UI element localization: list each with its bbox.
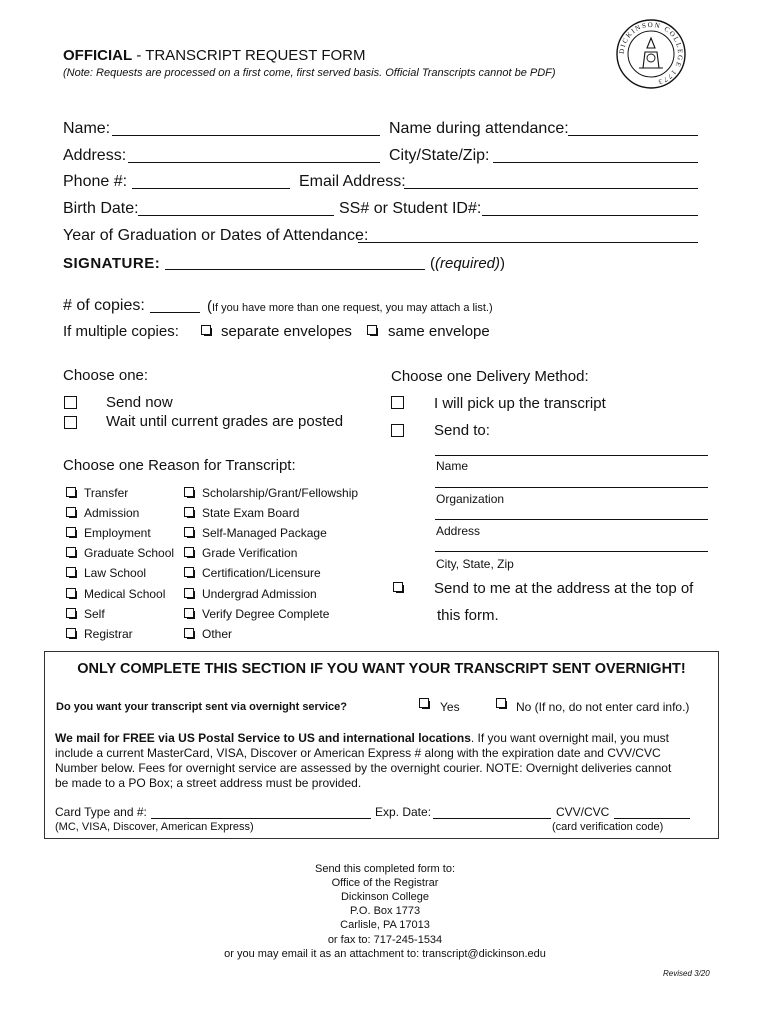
- send-to-name-line[interactable]: [435, 455, 708, 456]
- reason-checkbox[interactable]: [184, 588, 194, 598]
- name-attendance-label: Name during attendance:: [389, 120, 569, 137]
- reason-checkbox[interactable]: [184, 628, 194, 638]
- reason-checkbox[interactable]: [66, 628, 76, 638]
- exp-date-input-line[interactable]: [433, 818, 551, 819]
- footer-line: Dickinson College: [340, 891, 430, 904]
- reason-label: Transfer: [84, 486, 129, 500]
- address-input-line[interactable]: [128, 162, 380, 163]
- cvv-label: CVV/CVC: [556, 805, 610, 819]
- send-to-name-label: Name: [436, 459, 469, 473]
- send-to-organization-label: Organization: [436, 492, 505, 506]
- separate-envelopes-label: separate envelopes: [221, 323, 352, 340]
- reason-label: Certification/Licensure: [202, 566, 321, 581]
- overnight-no-label: No (If no, do not enter card info.): [516, 700, 690, 714]
- reasons-heading: Choose one Reason for Transcript:: [63, 457, 296, 474]
- overnight-yes-checkbox[interactable]: [419, 698, 429, 708]
- year-grad-label: Year of Graduation or Dates of Attendance:: [63, 227, 369, 244]
- overnight-para-line-1: [55, 731, 669, 745]
- footer-line: or fax to: 717-245-1534: [327, 933, 443, 946]
- same-envelope-label: same envelope: [388, 323, 490, 340]
- reason-label: Grade Verification: [202, 546, 298, 561]
- reason-checkbox[interactable]: [66, 608, 76, 618]
- copies-note: [207, 298, 493, 316]
- overnight-section: [44, 651, 719, 839]
- reason-checkbox[interactable]: [184, 547, 194, 557]
- birth-date-label: Birth Date:: [63, 200, 139, 217]
- footer-line: P.O. Box 1773: [349, 905, 421, 918]
- copies-input-line[interactable]: [150, 312, 200, 313]
- reason-label: Other: [202, 626, 233, 641]
- separate-envelopes-checkbox[interactable]: [201, 325, 211, 335]
- phone-label: Phone #:: [63, 173, 128, 190]
- name-attendance-input-line[interactable]: [568, 135, 698, 136]
- copies-label: # of copies:: [63, 297, 145, 314]
- send-to-address-line[interactable]: [435, 519, 708, 520]
- year-grad-input-line[interactable]: [358, 242, 698, 243]
- signature-label: SIGNATURE:: [63, 255, 161, 272]
- copies-note-paren: (: [207, 298, 212, 315]
- send-to-address-label: Address: [436, 524, 481, 538]
- reason-checkbox[interactable]: [184, 608, 194, 618]
- overnight-para-bold: We mail for FREE via US Postal Service to US and international locations: [55, 731, 471, 745]
- reason-checkbox[interactable]: [66, 527, 76, 537]
- cvv-note: (card verification code): [552, 821, 664, 833]
- reason-label: Registrar: [84, 626, 133, 641]
- revised-date: Revised 3/20: [663, 969, 710, 978]
- form-note: (Note: Requests are processed on a first come, first served basis. Official Transcripts cannot be PDF): [63, 67, 556, 79]
- reason-checkbox[interactable]: [66, 487, 76, 497]
- copies-note-text: If you have more than one request, you may attach a list.): [212, 302, 493, 314]
- overnight-para-1: . If you want overnight mail, you must: [470, 731, 669, 745]
- send-to-checkbox[interactable]: [391, 424, 404, 437]
- overnight-yes-label: Yes: [440, 700, 460, 714]
- name-input-line[interactable]: [112, 135, 380, 136]
- address-label: Address:: [63, 147, 127, 164]
- reason-checkbox[interactable]: [66, 567, 76, 577]
- signature-required-text: (required): [435, 255, 501, 272]
- cvv-input-line[interactable]: [614, 818, 690, 819]
- send-to-me-label-2: this form.: [437, 607, 499, 624]
- send-now-checkbox[interactable]: [64, 396, 77, 409]
- reason-label: Law School: [84, 566, 147, 581]
- footer-line: or you may email it as an attachment to: transcript@dickinson.edu: [224, 947, 546, 960]
- overnight-heading: ONLY COMPLETE THIS SECTION IF YOU WANT YOUR TRANSCRIPT SENT OVERNIGHT!: [77, 661, 686, 677]
- reason-label: Admission: [84, 506, 140, 521]
- send-to-me-checkbox[interactable]: [393, 582, 403, 592]
- send-to-me-label-1: Send to me at the address at the top of: [434, 580, 694, 597]
- send-to-city-line[interactable]: [435, 551, 708, 552]
- reason-label: State Exam Board: [202, 506, 300, 521]
- reason-label: Scholarship/Grant/Fellowship: [202, 486, 359, 500]
- card-type-input-line[interactable]: [151, 818, 371, 819]
- footer-line: Office of the Registrar: [331, 877, 439, 890]
- form-title: [63, 47, 366, 64]
- birth-date-input-line[interactable]: [138, 215, 334, 216]
- reason-label: Undergrad Admission: [202, 586, 317, 601]
- reason-label: Self: [84, 606, 105, 621]
- overnight-no-checkbox[interactable]: [496, 698, 506, 708]
- reason-checkbox[interactable]: [184, 487, 194, 497]
- pickup-checkbox[interactable]: [391, 396, 404, 409]
- send-to-label: Send to:: [434, 422, 490, 439]
- city-state-zip-label: City/State/Zip:: [389, 147, 490, 164]
- overnight-para-line-2: include a current MasterCard, VISA, Discover or American Express # along with the expiration date and CVV/CVC: [55, 746, 661, 760]
- overnight-para-line-4: be made to a PO Box; a street address must be provided.: [55, 776, 362, 790]
- reason-label: Medical School: [84, 586, 166, 601]
- reason-checkbox[interactable]: [66, 588, 76, 598]
- reason-label: Employment: [84, 526, 151, 541]
- ss-student-id-input-line[interactable]: [482, 215, 698, 216]
- delivery-heading: Choose one Delivery Method:: [391, 368, 589, 385]
- overnight-para-line-3: Number below. Fees for overnight service are assessed by the overnight courier. NOTE: Overnight deliveries cannot: [55, 761, 672, 775]
- reason-label: Graduate School: [84, 546, 175, 561]
- footer-line: Carlisle, PA 17013: [340, 919, 430, 932]
- reason-checkbox[interactable]: [66, 507, 76, 517]
- phone-input-line[interactable]: [132, 188, 290, 189]
- ss-student-id-label: SS# or Student ID#:: [339, 200, 482, 217]
- reason-label: Self-Managed Package: [202, 526, 327, 541]
- card-types-note: (MC, VISA, Discover, American Express): [55, 821, 254, 833]
- reason-checkbox[interactable]: [184, 567, 194, 577]
- multiple-copies-label: If multiple copies:: [63, 323, 179, 340]
- pickup-label: I will pick up the transcript: [434, 395, 606, 412]
- reason-label: Verify Degree Complete: [202, 606, 330, 621]
- signature-required: ((required)): [430, 255, 506, 272]
- name-label: Name:: [63, 120, 111, 137]
- send-to-city-label: City, State, Zip: [436, 557, 514, 571]
- send-now-label: Send now: [106, 394, 173, 411]
- footer-line: Send this completed form to:: [314, 863, 455, 875]
- send-to-organization-line[interactable]: [435, 487, 708, 488]
- college-seal-icon: [615, 18, 687, 90]
- same-envelope-checkbox[interactable]: [367, 325, 377, 335]
- wait-grades-checkbox[interactable]: [64, 416, 77, 429]
- reason-checkbox[interactable]: [184, 527, 194, 537]
- city-state-zip-input-line[interactable]: [493, 162, 698, 163]
- form-title-rest: - TRANSCRIPT REQUEST FORM: [132, 47, 366, 64]
- choose-one-heading: Choose one:: [63, 367, 149, 384]
- reason-checkbox[interactable]: [66, 547, 76, 557]
- seal-text: DICKINSON COLLEGE 1773: [617, 20, 685, 87]
- exp-date-label: Exp. Date:: [375, 805, 432, 819]
- form-title-official: OFFICIAL: [63, 47, 133, 64]
- reason-checkbox[interactable]: [184, 507, 194, 517]
- signature-input-line[interactable]: [165, 269, 425, 270]
- card-type-label: Card Type and #:: [55, 805, 147, 819]
- overnight-question: Do you want your transcript sent via overnight service?: [56, 701, 347, 713]
- email-label: Email Address:: [299, 173, 406, 190]
- email-input-line[interactable]: [404, 188, 698, 189]
- wait-grades-label: Wait until current grades are posted: [106, 413, 344, 430]
